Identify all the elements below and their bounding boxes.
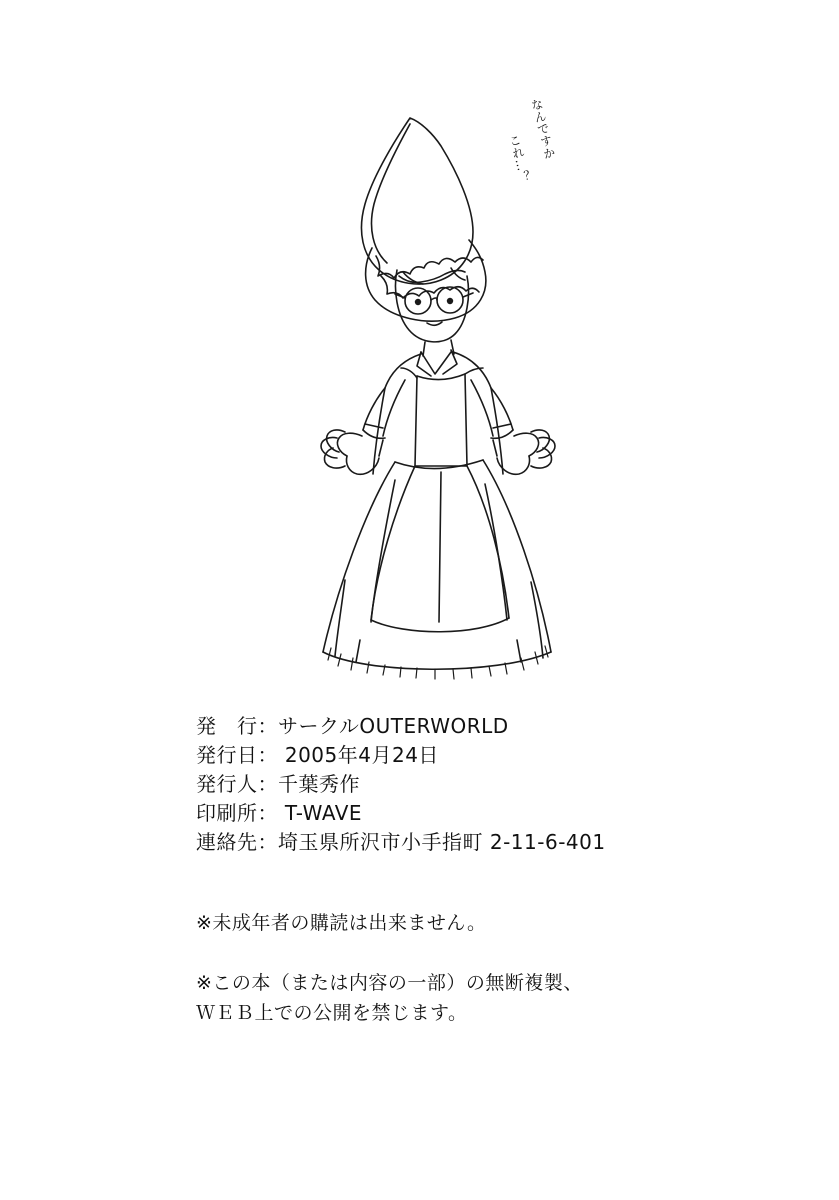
notices-block — [196, 908, 796, 1028]
colophon-contact: 連絡先：埼玉県所沢市小手指町 2-11-6-401 — [196, 830, 606, 854]
notice-copyright-line-1: ※この本（または内容の一部）の無断複製、 — [196, 972, 583, 994]
colophon-publisher: 発 行：サークルOUTERWORLD — [196, 714, 509, 738]
speech-line-1: なんですか — [528, 97, 558, 162]
notice-minors — [196, 908, 796, 938]
notice-copyright — [196, 968, 796, 1028]
colophon-printer: 印刷所： T-WAVE — [196, 801, 363, 825]
colophon-block — [196, 712, 796, 857]
colophon-publish-date: 発行日： 2005年4月24日 — [196, 743, 439, 767]
colophon-publisher-person: 発行人：千葉秀作 — [196, 772, 360, 796]
notice-minors-line-1: ※未成年者の購読は出来ません。 — [196, 912, 487, 934]
speech-note — [505, 95, 575, 225]
notice-copyright-line-2: ＷＥＢ上での公開を禁じます。 — [196, 1002, 468, 1024]
speech-line-2: これ…？ — [506, 133, 533, 185]
